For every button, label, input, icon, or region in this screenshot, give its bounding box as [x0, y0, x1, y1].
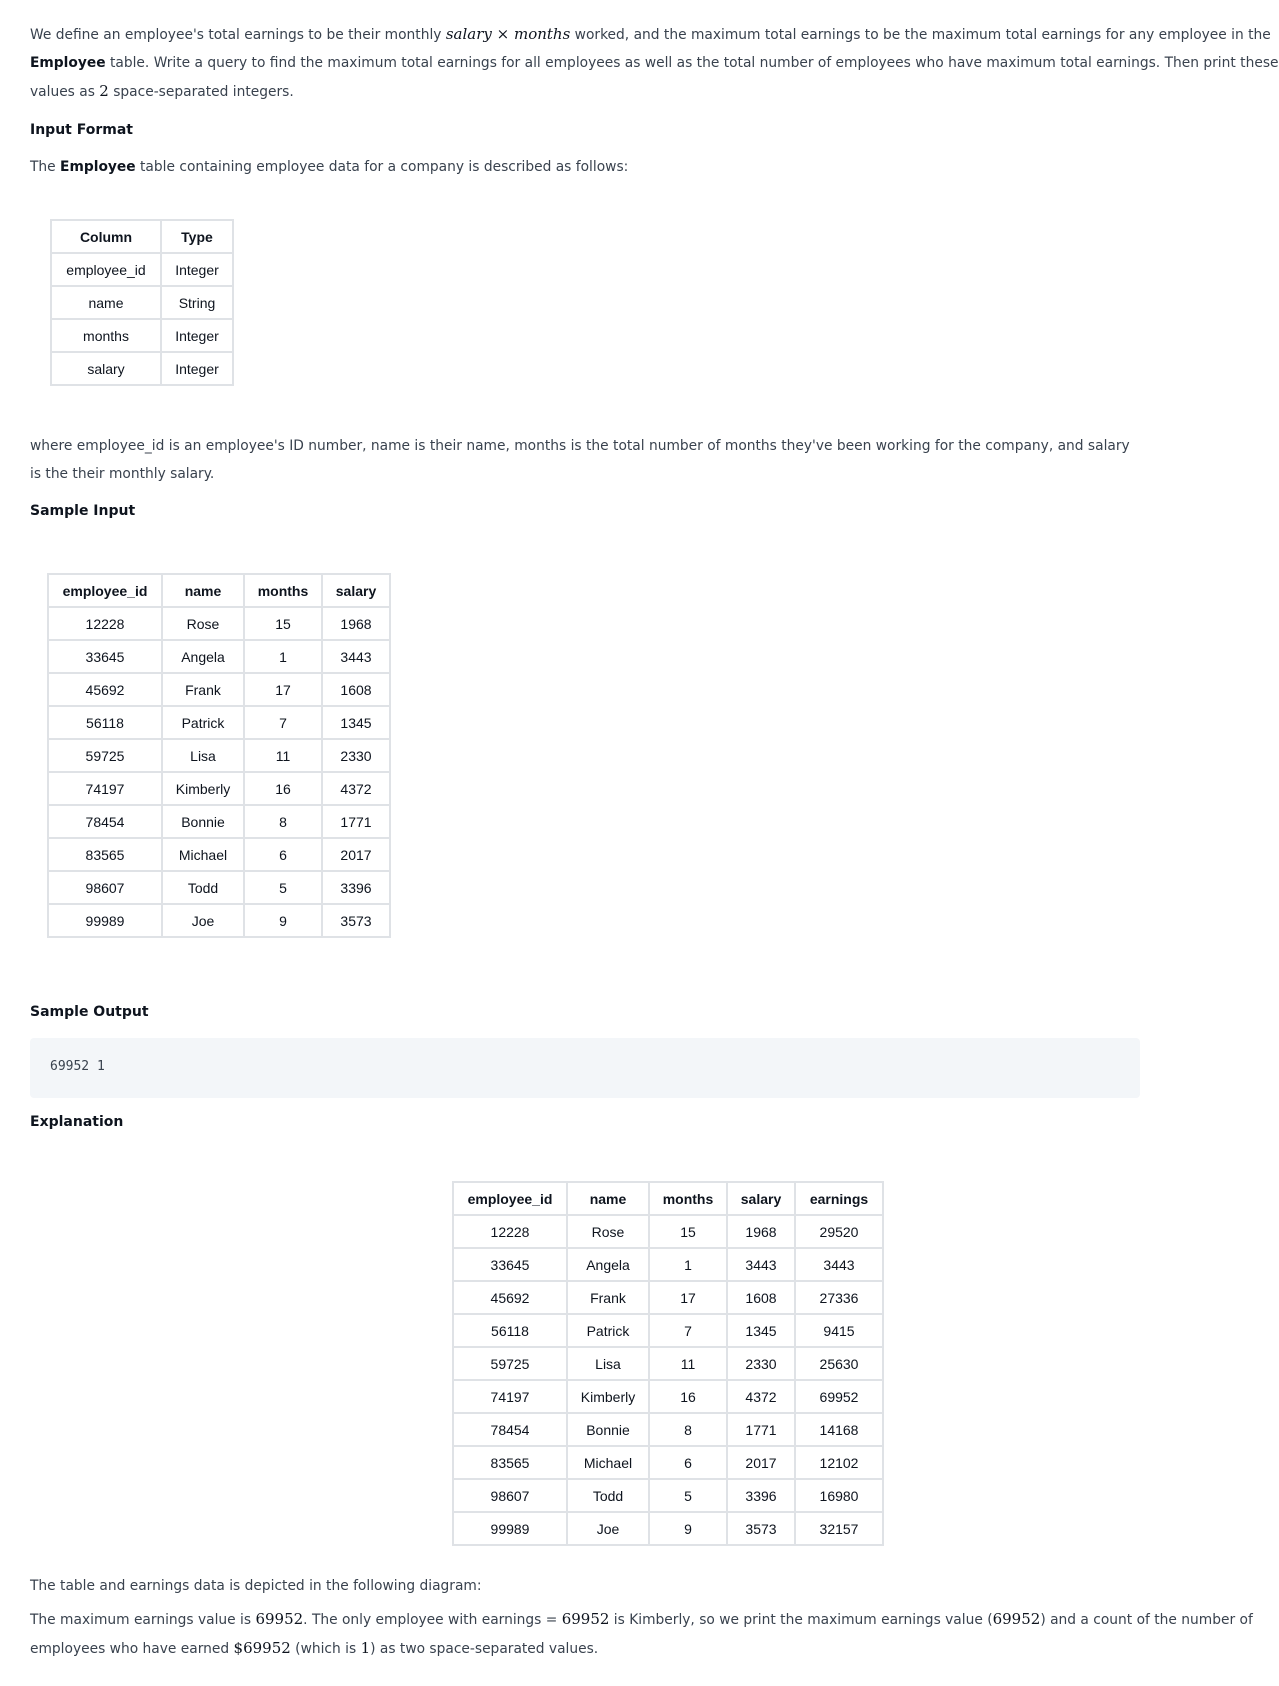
table-cell: 2330 [322, 739, 390, 772]
table-row [453, 1314, 883, 1347]
table-cell: 1771 [322, 805, 390, 838]
employee-table-name: Employee [60, 159, 136, 175]
table-row [453, 1446, 883, 1479]
table-cell: 14168 [795, 1413, 883, 1446]
table-cell: 2017 [727, 1446, 795, 1479]
table-cell: 98607 [453, 1479, 567, 1512]
table-cell: Rose [567, 1215, 649, 1248]
table-cell: 11 [244, 739, 322, 772]
intro-text: values as [30, 84, 100, 100]
table-header: salary [322, 574, 390, 607]
table-cell: 1968 [322, 607, 390, 640]
table-cell: Michael [162, 838, 244, 871]
table-cell: Lisa [162, 739, 244, 772]
table-cell: 59725 [48, 739, 162, 772]
intro-text: worked, and the maximum total earnings to be the maximum total earnings for any employee in the [570, 27, 1271, 43]
table-cell: 3443 [727, 1248, 795, 1281]
formula: salary × months [445, 25, 571, 43]
table-cell: Michael [567, 1446, 649, 1479]
table-cell: 12228 [48, 607, 162, 640]
table-row [48, 640, 390, 673]
table-cell: 17 [649, 1281, 727, 1314]
table-cell: Kimberly [162, 772, 244, 805]
table-cell: 9 [244, 904, 322, 937]
table-row [48, 706, 390, 739]
table-row [51, 319, 233, 352]
sample-output-codebox [30, 1038, 1140, 1098]
table-row [48, 772, 390, 805]
table-row [48, 607, 390, 640]
table-row [453, 1347, 883, 1380]
table-cell: Patrick [567, 1314, 649, 1347]
table-cell: name [51, 286, 161, 319]
table-cell: 6 [649, 1446, 727, 1479]
table-cell: 6 [244, 838, 322, 871]
table-cell: 3396 [322, 871, 390, 904]
table-cell: 15 [244, 607, 322, 640]
table-cell: 2017 [322, 838, 390, 871]
table-row [453, 1380, 883, 1413]
table-header: employee_id [453, 1182, 567, 1215]
table-cell: 78454 [453, 1413, 567, 1446]
desc-text: The [30, 159, 61, 175]
table-cell: 8 [649, 1413, 727, 1446]
sample-output-heading: Sample Output [30, 1004, 149, 1020]
table-cell: 5 [244, 871, 322, 904]
table-cell: 8 [244, 805, 322, 838]
table-cell: 2330 [727, 1347, 795, 1380]
table-cell: Integer [161, 352, 233, 385]
table-row [453, 1215, 883, 1248]
table-cell: 4372 [727, 1380, 795, 1413]
table-cell: Integer [161, 319, 233, 352]
table-row [48, 871, 390, 904]
table-cell: 1968 [727, 1215, 795, 1248]
table-cell: 99989 [48, 904, 162, 937]
table-cell: Joe [567, 1512, 649, 1545]
table-cell: 15 [649, 1215, 727, 1248]
explanation-text: . The only employee with earnings = [303, 1612, 562, 1628]
table-cell: 5 [649, 1479, 727, 1512]
table-cell: Frank [162, 673, 244, 706]
table-cell: 45692 [453, 1281, 567, 1314]
earnings-table [452, 1181, 884, 1546]
table-header: earnings [795, 1182, 883, 1215]
table-cell: 3396 [727, 1479, 795, 1512]
explanation-text: The maximum earnings value is [30, 1612, 256, 1628]
table-cell: 16980 [795, 1479, 883, 1512]
table-cell: 78454 [48, 805, 162, 838]
table-cell: 4372 [322, 772, 390, 805]
table-header: employee_id [48, 574, 162, 607]
table-row [453, 1479, 883, 1512]
table-cell: 1345 [727, 1314, 795, 1347]
table-cell: 17 [244, 673, 322, 706]
table-cell: 45692 [48, 673, 162, 706]
number: $69952 [233, 1639, 291, 1657]
table-row [453, 1413, 883, 1446]
table-cell: 9415 [795, 1314, 883, 1347]
table-cell: 7 [649, 1314, 727, 1347]
table-row [48, 673, 390, 706]
table-header-row [453, 1182, 883, 1215]
explanation-paragraph [30, 1605, 1253, 1663]
table-header: name [162, 574, 244, 607]
table-cell: 9 [649, 1512, 727, 1545]
number: 1 [360, 1639, 371, 1657]
intro-paragraph [30, 20, 1279, 106]
explanation-text: employees who have earned [30, 1641, 234, 1657]
table-cell: Angela [567, 1248, 649, 1281]
table-cell: 1 [649, 1248, 727, 1281]
table-row [48, 805, 390, 838]
explanation-text: is Kimberly, so we print the maximum earnings value ( [609, 1612, 993, 1628]
table-cell: 3573 [322, 904, 390, 937]
table-header: salary [727, 1182, 795, 1215]
table-cell: 11 [649, 1347, 727, 1380]
table-row [453, 1512, 883, 1545]
table-cell: 1608 [727, 1281, 795, 1314]
table-header: Type [161, 220, 233, 253]
table-header: months [649, 1182, 727, 1215]
table-cell: String [161, 286, 233, 319]
table-cell: Patrick [162, 706, 244, 739]
table-row [51, 253, 233, 286]
employee-table-name: Employee [30, 55, 106, 71]
table-cell: 69952 [795, 1380, 883, 1413]
sample-input-table [47, 573, 391, 938]
table-cell: 25630 [795, 1347, 883, 1380]
number: 69952 [561, 1610, 610, 1628]
table-row [48, 838, 390, 871]
table-cell: 33645 [48, 640, 162, 673]
table-cell: employee_id [51, 253, 161, 286]
input-format-description [30, 153, 1140, 181]
table-cell: Todd [567, 1479, 649, 1512]
table-cell: 83565 [48, 838, 162, 871]
diagram-caption: The table and earnings data is depicted in the following diagram: [30, 1578, 482, 1594]
table-cell: salary [51, 352, 161, 385]
table-cell: Bonnie [567, 1413, 649, 1446]
intro-text: space-separated integers. [108, 84, 294, 100]
table-cell: 99989 [453, 1512, 567, 1545]
schema-table [50, 219, 234, 386]
table-cell: 16 [244, 772, 322, 805]
explanation-text: (which is [290, 1641, 361, 1657]
table-cell: Angela [162, 640, 244, 673]
table-cell: 33645 [453, 1248, 567, 1281]
table-cell: 16 [649, 1380, 727, 1413]
table-cell: Joe [162, 904, 244, 937]
table-header-row [51, 220, 233, 253]
table-cell: 1 [244, 640, 322, 673]
table-row [453, 1281, 883, 1314]
explanation-text: ) as two space-separated values. [370, 1641, 599, 1657]
table-header: name [567, 1182, 649, 1215]
table-cell: 3443 [322, 640, 390, 673]
input-format-heading: Input Format [30, 122, 133, 138]
table-cell: 56118 [453, 1314, 567, 1347]
table-cell: 32157 [795, 1512, 883, 1545]
table-cell: 7 [244, 706, 322, 739]
table-header: months [244, 574, 322, 607]
sample-output-value: 69952 1 [50, 1059, 105, 1074]
table-row [51, 352, 233, 385]
number: 69952 [255, 1610, 304, 1628]
table-cell: Bonnie [162, 805, 244, 838]
table-cell: months [51, 319, 161, 352]
table-cell: Todd [162, 871, 244, 904]
table-cell: 12102 [795, 1446, 883, 1479]
number: 69952 [992, 1610, 1041, 1628]
table-row [453, 1248, 883, 1281]
table-cell: 74197 [453, 1380, 567, 1413]
table-cell: 59725 [453, 1347, 567, 1380]
intro-text: table. Write a query to find the maximum total earnings for all employees as well as the total number of employees who have maximum total earnings. Then print these [105, 55, 1279, 71]
table-cell: Rose [162, 607, 244, 640]
table-cell: Integer [161, 253, 233, 286]
intro-text: We define an employee's total earnings to be their monthly [30, 27, 446, 43]
table-header: Column [51, 220, 161, 253]
desc-text: table containing employee data for a company is described as follows: [135, 159, 629, 175]
table-cell: 56118 [48, 706, 162, 739]
table-cell: 1608 [322, 673, 390, 706]
sample-input-heading: Sample Input [30, 503, 136, 519]
table-cell: 98607 [48, 871, 162, 904]
table-cell: 3443 [795, 1248, 883, 1281]
table-cell: 27336 [795, 1281, 883, 1314]
table-cell: 83565 [453, 1446, 567, 1479]
explanation-heading: Explanation [30, 1114, 124, 1130]
table-cell: 3573 [727, 1512, 795, 1545]
table-cell: 1345 [322, 706, 390, 739]
column-description: where employee_id is an employee's ID number, name is their name, months is the total number of months they've been working for the company, and salary is the their monthly salary. [30, 438, 1130, 482]
number: 2 [99, 82, 109, 100]
table-header-row [48, 574, 390, 607]
table-cell: 74197 [48, 772, 162, 805]
table-row [48, 904, 390, 937]
table-cell: 12228 [453, 1215, 567, 1248]
table-cell: Kimberly [567, 1380, 649, 1413]
explanation-text: ) and a count of the number of [1040, 1612, 1253, 1628]
table-cell: 29520 [795, 1215, 883, 1248]
table-row [48, 739, 390, 772]
table-cell: Frank [567, 1281, 649, 1314]
table-row [51, 286, 233, 319]
table-cell: Lisa [567, 1347, 649, 1380]
table-cell: 1771 [727, 1413, 795, 1446]
